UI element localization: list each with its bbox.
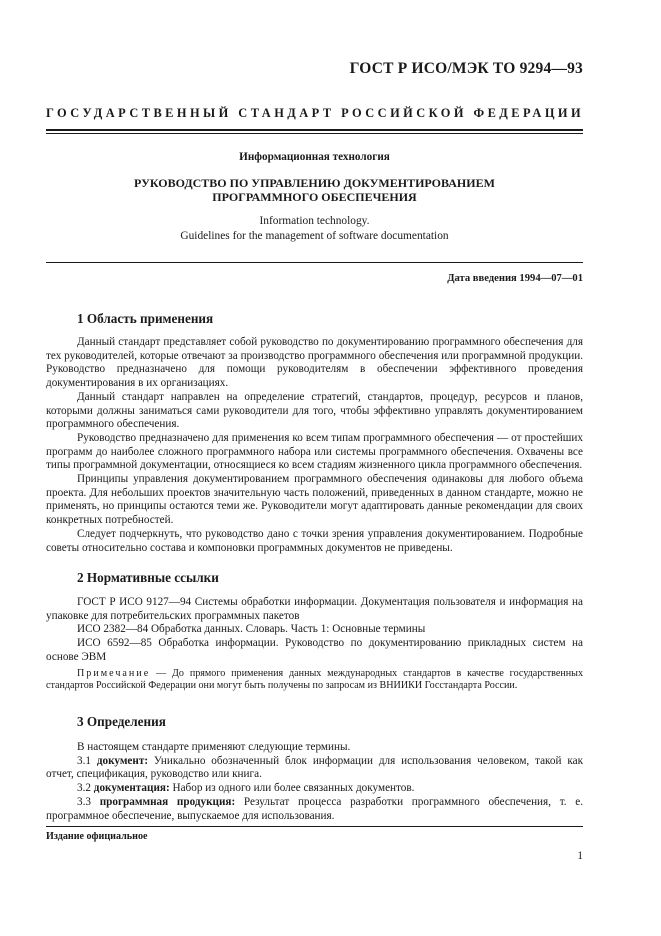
- document-title-ru: [46, 176, 583, 204]
- definition-term: документ:: [96, 754, 149, 767]
- references-note: [46, 668, 583, 693]
- reference-item: ИСО 2382—84 Обработка данных. Словарь. Часть 1: Основные термины: [77, 623, 426, 636]
- title-en-line: Information technology.: [259, 215, 370, 227]
- title-ru-line: ПРОГРАММНОГО ОБЕСПЕЧЕНИЯ: [212, 190, 417, 204]
- note-label: Примечание: [77, 668, 151, 679]
- section-scope-body: [46, 336, 583, 555]
- definition-item: [46, 782, 583, 796]
- document-code: ГОСТ Р ИСО/МЭК ТО 9294—93: [349, 60, 583, 77]
- definition-item: [46, 755, 583, 782]
- title-ru-line: РУКОВОДСТВО ПО УПРАВЛЕНИЮ ДОКУМЕНТИРОВАНИЕМ: [134, 176, 495, 190]
- definition-text: Уникально обозначенный блок информации для использования человеком, такой как отчет, спецификация, руководство или книга.: [46, 754, 584, 781]
- paragraph: Следует подчеркнуть, что руководство дано с точки зрения управления документированием. Подробные советы относительно состава и компоновки программных документов не приведены.: [46, 527, 583, 554]
- section-definitions-body: [46, 741, 583, 823]
- paragraph: Принципы управления документированием программного обеспечения одинаковы для любого объема проекта. Для небольших проектов значительную часть положений, приведенных в данном стандарте, можно не применять, но принципы остаются теми же. Руководители могут адаптировать данные рекомендации для своих конкретных потребностей.: [46, 473, 583, 527]
- document-title-en: [46, 214, 583, 243]
- section-heading-definitions: 3 Определения: [77, 714, 166, 729]
- introduction-date: Дата введения 1994—07—01: [447, 273, 583, 284]
- definition-text: Результат процесса разработки программного обеспечения, т. е. программное обеспечение, выпускаемое для использования.: [46, 795, 584, 822]
- section-heading-scope: 1 Область применения: [77, 311, 214, 326]
- page-number: 1: [577, 850, 583, 862]
- footer-rule: [46, 826, 583, 827]
- definition-text: Набор из одного или более связанных документов.: [169, 782, 415, 795]
- definition-number: 3.3: [77, 795, 100, 808]
- definition-term: документация:: [93, 782, 170, 795]
- definition-number: 3.1: [77, 754, 97, 767]
- paragraph: Руководство предназначено для применения ко всем типам программного обеспечения — от простейших программ до наиболее сложного программного набора или системы программного обеспечения. Охвачены все типы программной документации, относящиеся ко всем стадиям жизненного цикла программного обеспечения.: [46, 431, 583, 472]
- definition-term: программная продукция:: [99, 795, 236, 808]
- title-en-line: Guidelines for the management of software documentation: [180, 229, 449, 242]
- state-standard-banner: ГОСУДАРСТВЕННЫЙ СТАНДАРТ РОССИЙСКОЙ ФЕДЕРАЦИИ: [46, 106, 585, 120]
- official-edition-label: Издание официальное: [46, 831, 148, 842]
- definitions-lead: В настоящем стандарте применяют следующие термины.: [77, 741, 351, 753]
- definition-item: [46, 796, 583, 823]
- definition-number: 3.2: [77, 782, 94, 795]
- reference-item: ГОСТ Р ИСО 9127—94 Системы обработки информации. Документация пользователя и информация на упаковке для потребительских программных пакетов: [46, 596, 583, 622]
- section-heading-references: 2 Нормативные ссылки: [77, 570, 219, 585]
- reference-item: ИСО 6592—85 Обработка информации. Руководство по документированию прикладных систем на основе ЭВМ: [46, 637, 583, 663]
- note-text: — До прямого применения данных международных стандартов в качестве государственных стандартов Российской Федерации они могут быть получены по запросам из ВНИИКИ Госстандарта России.: [46, 668, 583, 692]
- subject-title: Информационная технология: [239, 151, 390, 163]
- intro-date-rule: [46, 262, 583, 263]
- paragraph: Данный стандарт направлен на определение стратегий, стандартов, процедур, ресурсов и планов, которыми должны заниматься сами руководители для того, чтобы эффективно управлять документированием программного обеспечения.: [46, 390, 583, 431]
- header-rule-thick: [46, 129, 583, 131]
- paragraph: Данный стандарт представляет собой руководство по документированию программного обеспечения для тех руководителей, которые отвечают за производство программного обеспечения или программной продукции. Руководство предназначено для помощи руководителям в обеспечении эффективного проведения документирования в их организациях.: [46, 336, 583, 390]
- section-references-body: [46, 596, 583, 665]
- header-rule-thin: [46, 133, 583, 134]
